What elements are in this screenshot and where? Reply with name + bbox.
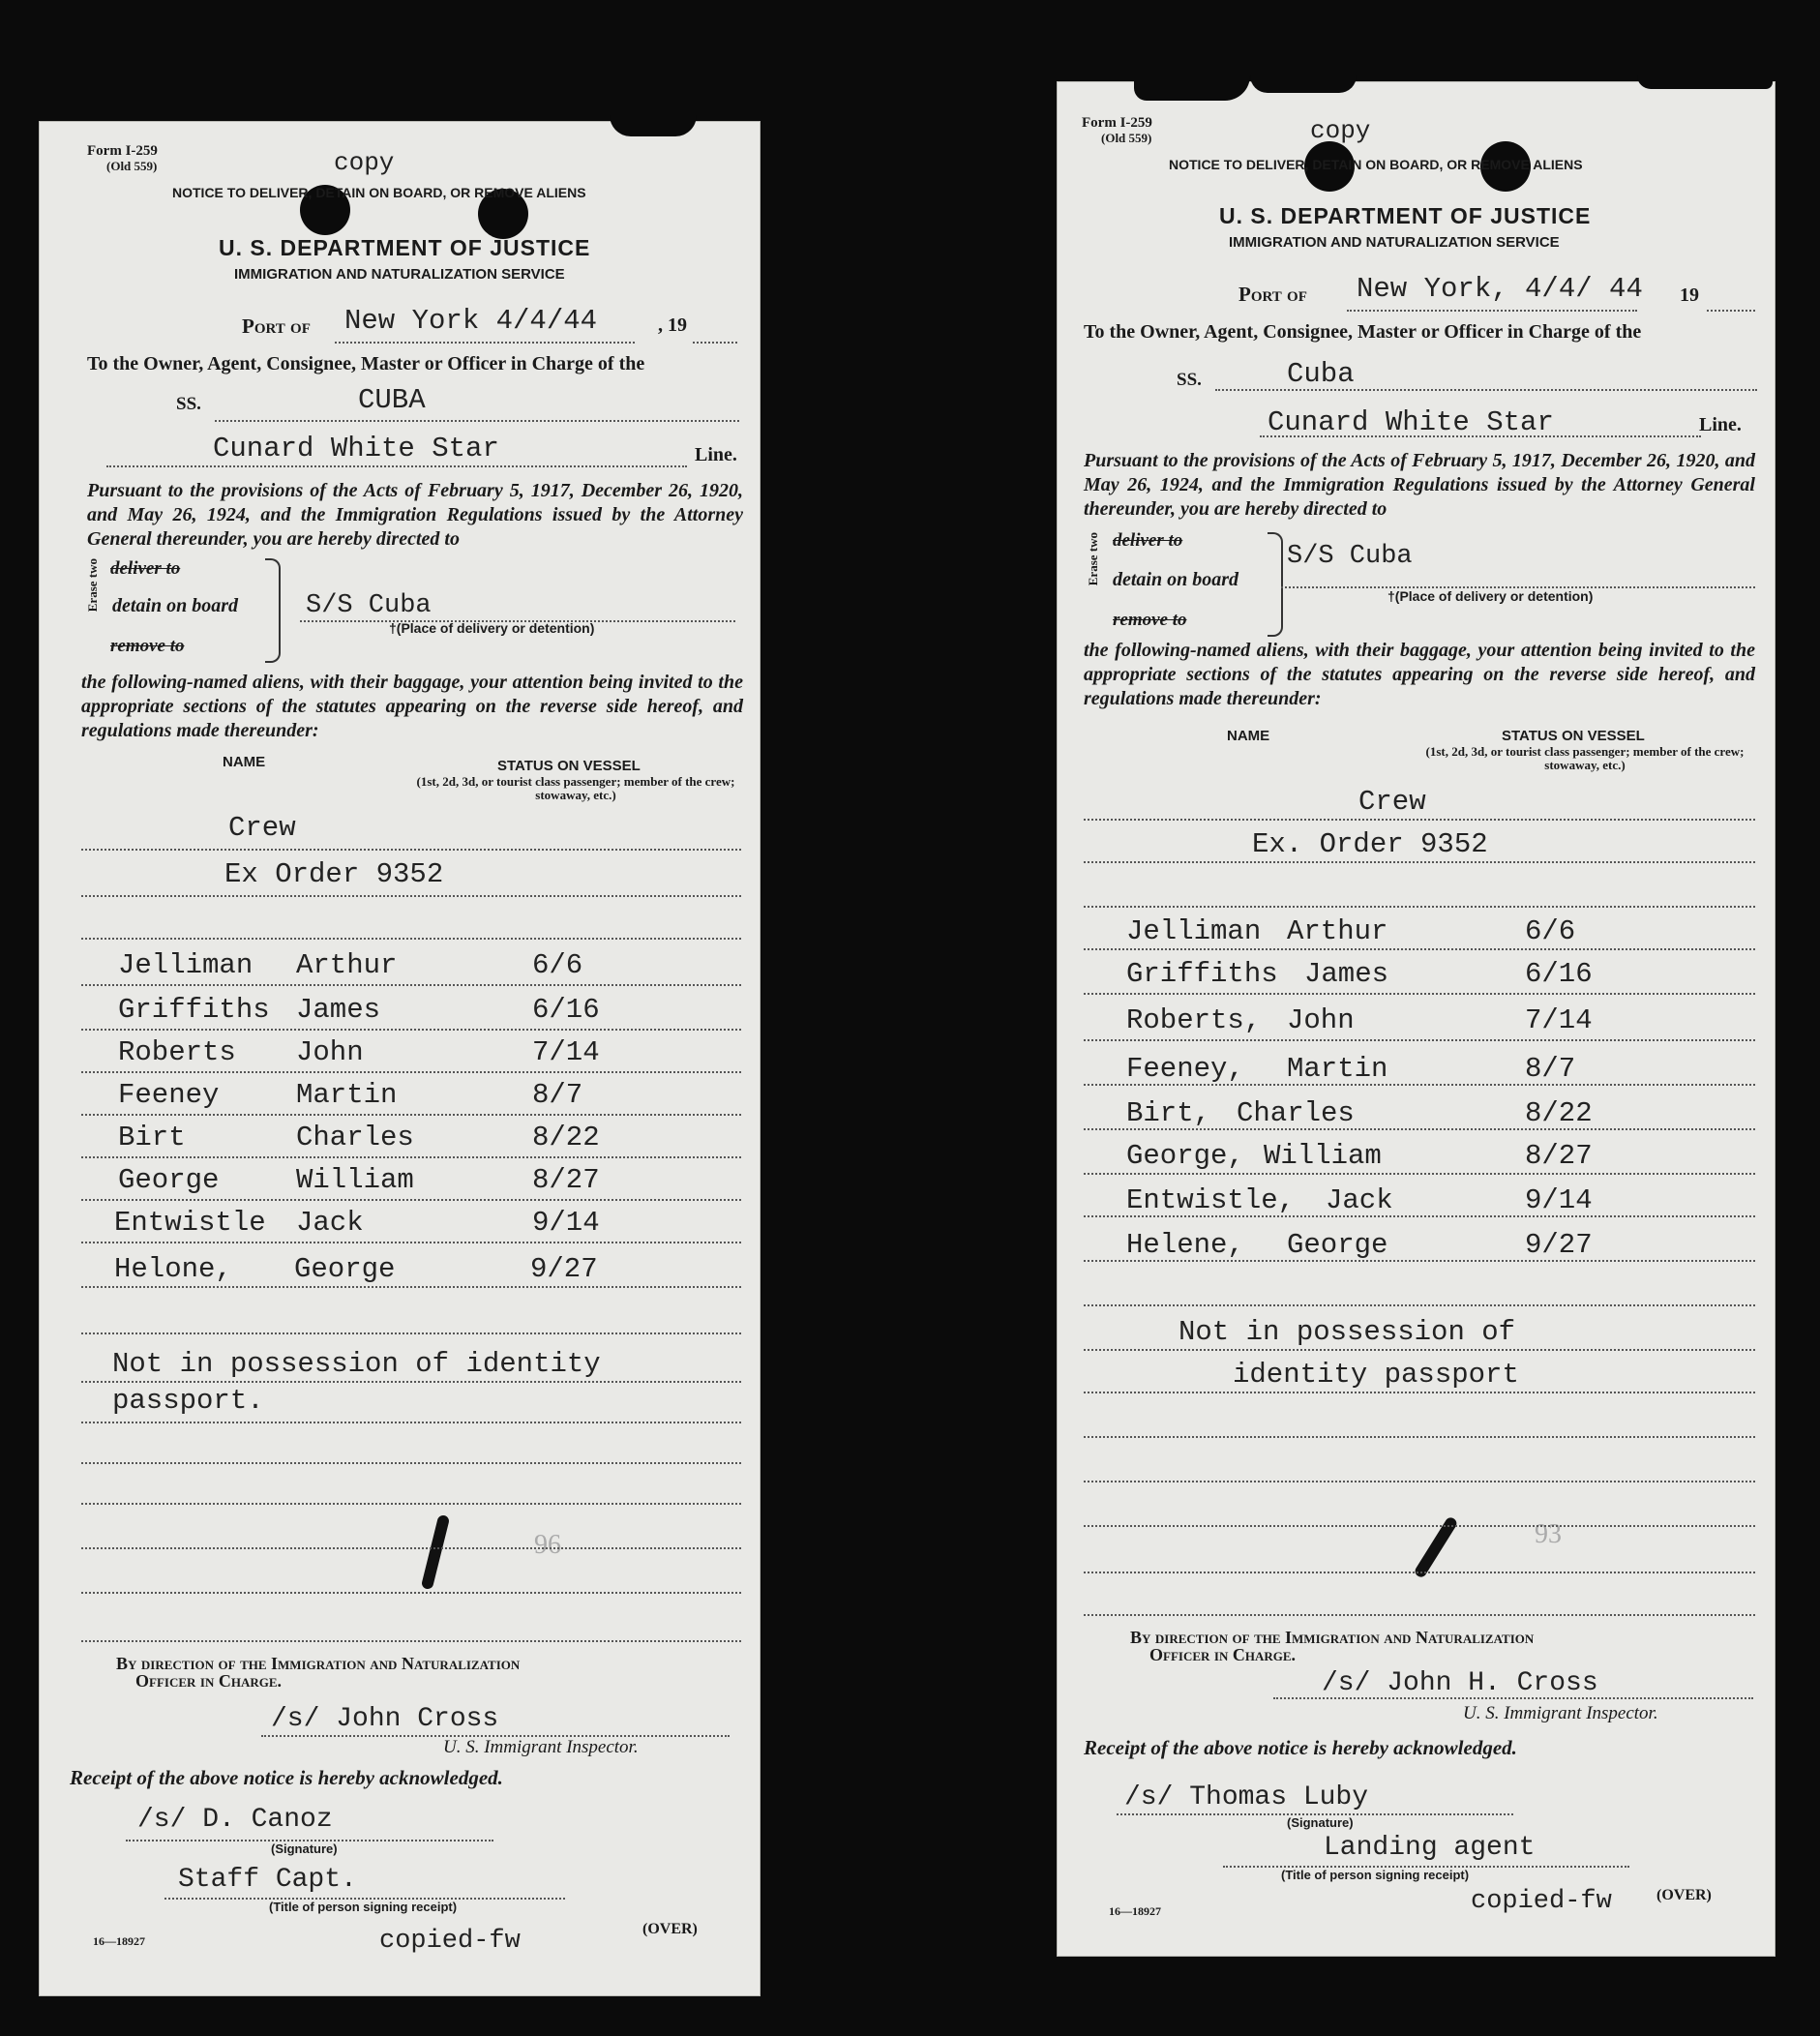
entry-date: 8/27 [1525, 1140, 1593, 1172]
entry-last-name: Helene, [1126, 1229, 1244, 1261]
entry-date: 6/16 [1525, 958, 1593, 990]
entry-date: 7/14 [1525, 1004, 1593, 1036]
entry-first-name: William [296, 1164, 414, 1196]
place-caption: †(Place of delivery or detention) [389, 620, 595, 636]
notice-title: NOTICE TO DELIVER, DETAIN ON BOARD, OR REMOVE ALIENS [172, 185, 586, 200]
place-value: S/S Cuba [306, 591, 432, 620]
note-line-1: Not in possession of identity [112, 1348, 601, 1380]
entry-last-name: Birt, [1126, 1097, 1211, 1129]
service-heading: IMMIGRATION AND NATURALIZATION SERVICE [1229, 234, 1560, 251]
entry-last-name: Griffiths [1126, 958, 1278, 990]
following-paragraph: the following-named aliens, with their baggage, your attention being invited to the appropriate sections of the statutes appearing on the reverse side hereof, and regulations made thereunder: [81, 672, 743, 741]
option-remove: remove to [1113, 610, 1187, 630]
entry-date: 8/27 [532, 1164, 600, 1196]
form-number: Form I-259 [87, 143, 158, 159]
line-label: Line. [695, 444, 737, 465]
entry-first-name: William [1264, 1140, 1382, 1172]
entry-first-name: John [1287, 1004, 1355, 1036]
entry-first-name: Arthur [1287, 915, 1388, 947]
name-header: NAME [223, 754, 266, 770]
faint-stamp: 96 [534, 1530, 561, 1560]
entry-first-name: Martin [1287, 1053, 1388, 1085]
note-line-2: identity passport [1233, 1359, 1519, 1391]
year-suffix: 19 [1680, 284, 1699, 306]
order-line: Ex. Order 9352 [1252, 828, 1488, 860]
place-caption: †(Place of delivery or detention) [1387, 588, 1594, 604]
following-paragraph: the following-named aliens, with their baggage, your attention being invited to the appropriate sections of the statutes appearing on the reverse side hereof, and regulations made thereunder: [1084, 640, 1755, 709]
line-value: Cunard White Star [1268, 406, 1554, 438]
copied-note: copied-fw [1471, 1887, 1612, 1916]
title-caption: (Title of person signing receipt) [269, 1900, 458, 1914]
entry-first-name: George [294, 1253, 396, 1285]
notice-title: NOTICE TO DELIVER, DETAIN ON BOARD, OR REMOVE ALIENS [1169, 157, 1583, 172]
copy-label: copy [1310, 116, 1371, 145]
entry-last-name: Jelliman [1126, 915, 1262, 947]
ss-value: CUBA [358, 384, 426, 416]
place-value: S/S Cuba [1287, 542, 1413, 571]
ss-label: SS. [176, 394, 201, 414]
option-detain: detain on board [1113, 569, 1239, 590]
by-direction-line-1: By direction of the Immigration and Naturalization [1130, 1628, 1535, 1647]
entry-date: 9/14 [1525, 1184, 1593, 1216]
entry-first-name: James [1304, 958, 1389, 990]
faint-stamp: 93 [1535, 1519, 1562, 1549]
entry-first-name: Charles [1237, 1097, 1355, 1129]
over-label: (OVER) [642, 1921, 698, 1937]
pen-mark [421, 1514, 451, 1591]
form-number: Form I-259 [1082, 115, 1152, 131]
erase-two-label: Erase two [1086, 532, 1100, 586]
port-value: New York, 4/4/ 44 [1357, 273, 1643, 305]
entry-last-name: Helone, [114, 1253, 232, 1285]
pursuant-paragraph: Pursuant to the provisions of the Acts of February 5, 1917, December 26, 1920, and May 26, 1924, and the Immigration Regulations issued by the Attorney General thereunder, you are hereby directed to [87, 480, 743, 550]
note-line-2: passport. [112, 1385, 264, 1417]
receipt-text: Receipt of the above notice is hereby acknowledged. [70, 1766, 503, 1789]
entry-date: 6/6 [532, 949, 583, 981]
entry-last-name: Feeney [118, 1079, 220, 1111]
inspector-title: U. S. Immigrant Inspector. [443, 1737, 639, 1757]
department-heading: U. S. DEPARTMENT OF JUSTICE [1219, 203, 1592, 228]
entry-first-name: Arthur [296, 949, 398, 981]
note-line-1: Not in possession of [1179, 1316, 1516, 1348]
entry-last-name: Entwistle, [1126, 1184, 1296, 1216]
port-value: New York 4/4/44 [344, 305, 598, 337]
entry-date: 8/7 [1525, 1053, 1576, 1085]
inspector-signature: /s/ John H. Cross [1322, 1668, 1598, 1698]
title-caption: (Title of person signing receipt) [1281, 1868, 1470, 1882]
print-code: 16—18927 [1109, 1904, 1161, 1918]
status-subheader: (1st, 2d, 3d, or tourist class passenger; member of the crew; stowaway, etc.) [416, 774, 735, 802]
entry-last-name: George [118, 1164, 220, 1196]
entry-date: 7/14 [532, 1036, 600, 1068]
signer-title: Landing agent [1324, 1833, 1536, 1863]
entry-first-name: Jack [1326, 1184, 1393, 1216]
receipt-signature: /s/ Thomas Luby [1124, 1782, 1369, 1812]
to-owner-text: To the Owner, Agent, Consignee, Master or Officer in Charge of the [1084, 321, 1642, 343]
entry-first-name: Charles [296, 1122, 414, 1153]
over-label: (OVER) [1656, 1887, 1712, 1903]
form-left [39, 121, 761, 1996]
status-header: STATUS ON VESSEL [497, 758, 641, 774]
option-remove: remove to [110, 636, 185, 656]
old-form-number: (Old 559) [1101, 131, 1152, 145]
order-line: Ex Order 9352 [224, 858, 444, 890]
entry-last-name: Roberts [118, 1036, 236, 1068]
inspector-title: U. S. Immigrant Inspector. [1463, 1703, 1658, 1723]
status-subheader: (1st, 2d, 3d, or tourist class passenger; member of the crew; stowaway, etc.) [1425, 744, 1745, 772]
entry-date: 8/22 [1525, 1097, 1593, 1129]
entry-last-name: Birt [118, 1122, 186, 1153]
erase-two-label: Erase two [85, 558, 100, 613]
old-form-number: (Old 559) [106, 159, 158, 173]
entry-date: 9/27 [530, 1253, 598, 1285]
form-right [1057, 81, 1775, 1957]
entry-first-name: George [1287, 1229, 1388, 1261]
signer-title: Staff Capt. [178, 1865, 357, 1895]
option-detain: detain on board [112, 595, 239, 616]
line-label: Line. [1699, 414, 1742, 435]
service-heading: IMMIGRATION AND NATURALIZATION SERVICE [234, 266, 565, 283]
entry-first-name: Jack [296, 1207, 364, 1239]
entry-last-name: George, [1126, 1140, 1244, 1172]
status-header: STATUS ON VESSEL [1502, 728, 1645, 744]
receipt-signature: /s/ D. Canoz [137, 1805, 333, 1835]
by-direction-line-1: By direction of the Immigration and Naturalization [116, 1654, 521, 1673]
signature-caption: (Signature) [1287, 1815, 1354, 1830]
year-suffix: , 19 [658, 314, 687, 336]
inspector-signature: /s/ John Cross [271, 1704, 499, 1734]
entry-first-name: James [296, 994, 381, 1026]
print-code: 16—18927 [93, 1934, 145, 1948]
port-label: Port of [242, 314, 311, 338]
ss-value: Cuba [1287, 358, 1355, 390]
name-header: NAME [1227, 728, 1270, 744]
entry-date: 9/27 [1525, 1229, 1593, 1261]
option-deliver: deliver to [110, 558, 181, 579]
signature-caption: (Signature) [271, 1841, 338, 1856]
entry-last-name: Griffiths [118, 994, 270, 1026]
entry-last-name: Jelliman [118, 949, 254, 981]
entry-date: 6/16 [532, 994, 600, 1026]
entry-date: 9/14 [532, 1207, 600, 1239]
crew-line: Crew [228, 812, 296, 844]
by-direction-line-2: Officer in Charge. [135, 1671, 283, 1691]
copied-note: copied-fw [379, 1927, 521, 1956]
entry-first-name: John [296, 1036, 364, 1068]
port-label: Port of [1238, 283, 1307, 306]
option-deliver: deliver to [1113, 530, 1183, 551]
by-direction-line-2: Officer in Charge. [1149, 1645, 1297, 1664]
entry-first-name: Martin [296, 1079, 398, 1111]
entry-date: 8/22 [532, 1122, 600, 1153]
department-heading: U. S. DEPARTMENT OF JUSTICE [219, 235, 591, 260]
entry-date: 8/7 [532, 1079, 583, 1111]
entry-last-name: Roberts, [1126, 1004, 1262, 1036]
entry-last-name: Feeney, [1126, 1053, 1244, 1085]
to-owner-text: To the Owner, Agent, Consignee, Master or Officer in Charge of the [87, 353, 645, 374]
crew-line: Crew [1358, 786, 1426, 818]
copy-label: copy [334, 148, 395, 177]
entry-last-name: Entwistle [114, 1207, 266, 1239]
line-value: Cunard White Star [213, 433, 499, 464]
pursuant-paragraph: Pursuant to the provisions of the Acts of February 5, 1917, December 26, 1920, and May 26, 1924, and the Immigration Regulations issued by the Attorney General thereunder, you are hereby directed to [1084, 450, 1755, 520]
receipt-text: Receipt of the above notice is hereby acknowledged. [1084, 1736, 1517, 1759]
entry-date: 6/6 [1525, 915, 1576, 947]
ss-label: SS. [1177, 370, 1202, 390]
